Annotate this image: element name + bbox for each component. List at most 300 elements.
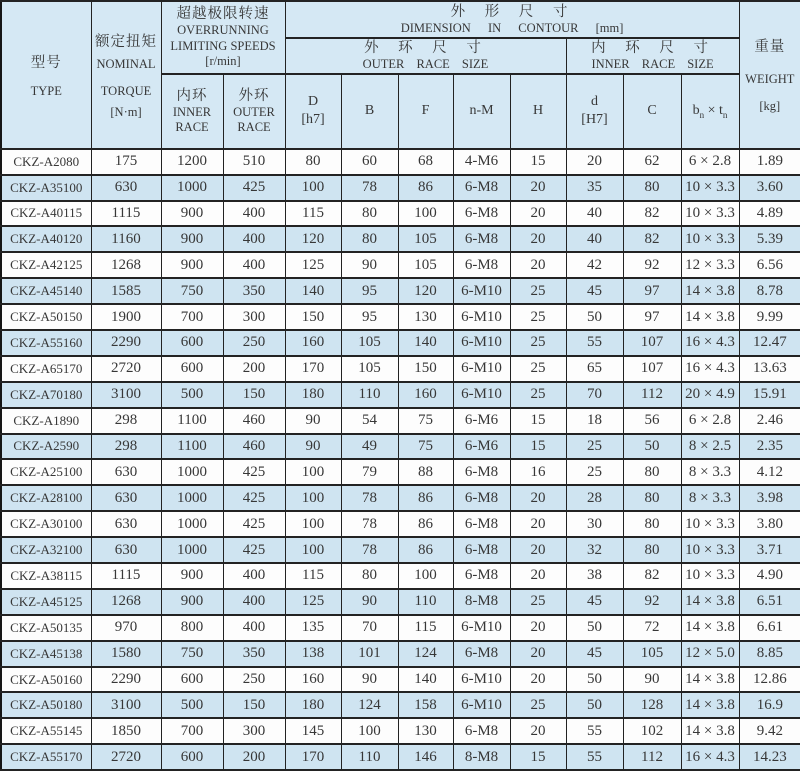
cell-outer-race-speed: 425: [223, 511, 285, 537]
cell-nM: 6-M10: [453, 382, 510, 408]
cell-F: 100: [398, 563, 453, 589]
cell-C: 80: [623, 511, 681, 537]
cell-nominal-torque: 1268: [91, 252, 161, 278]
cell-model: CKZ-A45125: [1, 589, 91, 615]
cell-C: 72: [623, 615, 681, 641]
cell-nM: 6-M6: [453, 434, 510, 460]
table-row: [1, 537, 800, 563]
cell-D: 170: [285, 744, 341, 770]
cell-weight: 4.89: [739, 201, 800, 227]
cell-outer-race-speed: 200: [223, 744, 285, 770]
cell-H: 16: [510, 459, 566, 485]
cell-weight: 6.56: [739, 252, 800, 278]
cell-weight: 15.91: [739, 382, 800, 408]
table-row: [1, 149, 800, 175]
cell-outer-race-speed: 150: [223, 382, 285, 408]
cell-inner-race-speed: 1000: [161, 485, 223, 511]
cell-B: 105: [341, 330, 398, 356]
table-row: [1, 459, 800, 485]
cell-F: 75: [398, 408, 453, 434]
cell-nM: 6-M8: [453, 175, 510, 201]
cell-model: CKZ-A28100: [1, 485, 91, 511]
cell-outer-race-speed: 425: [223, 175, 285, 201]
speeds-unit: [r/min]: [205, 54, 241, 69]
cell-outer-race-speed: 400: [223, 252, 285, 278]
cell-C: 92: [623, 589, 681, 615]
cell-D: 100: [285, 459, 341, 485]
cell-D: 100: [285, 485, 341, 511]
cell-inner-race-speed: 900: [161, 563, 223, 589]
cell-d: 28: [566, 485, 623, 511]
cell-F: 130: [398, 304, 453, 330]
cell-nM: 8-M8: [453, 589, 510, 615]
cell-inner-race-speed: 1000: [161, 459, 223, 485]
cell-B: 49: [341, 434, 398, 460]
cell-d: 45: [566, 641, 623, 667]
cell-B: 54: [341, 408, 398, 434]
cell-d: 32: [566, 537, 623, 563]
cell-nM: 6-M8: [453, 485, 510, 511]
cell-inner-race-speed: 1000: [161, 537, 223, 563]
table-row: [1, 641, 800, 667]
cell-bn-tn: 14 × 3.8: [681, 718, 739, 744]
cell-inner-race-speed: 900: [161, 226, 223, 252]
cell-F: 86: [398, 485, 453, 511]
cell-inner-race-speed: 1200: [161, 149, 223, 175]
cell-outer-race-speed: 510: [223, 149, 285, 175]
cell-D: 138: [285, 641, 341, 667]
table-row: [1, 408, 800, 434]
cell-weight: 3.98: [739, 485, 800, 511]
cell-D: 115: [285, 201, 341, 227]
cell-outer-race-speed: 350: [223, 641, 285, 667]
cell-outer-race-speed: 200: [223, 356, 285, 382]
cell-inner-race-speed: 1000: [161, 511, 223, 537]
cell-C: 112: [623, 744, 681, 770]
cell-weight: 8.78: [739, 278, 800, 304]
torque-unit: [N·m]: [110, 104, 142, 119]
cell-bn-tn: 10 × 3.3: [681, 511, 739, 537]
cell-model: CKZ-A50150: [1, 304, 91, 330]
col-header-weight: [739, 1, 800, 149]
cell-C: 80: [623, 459, 681, 485]
cell-H: 20: [510, 641, 566, 667]
cell-inner-race-speed: 700: [161, 304, 223, 330]
cell-nominal-torque: 970: [91, 615, 161, 641]
cell-weight: 2.46: [739, 408, 800, 434]
cell-F: 160: [398, 382, 453, 408]
cell-weight: 2.35: [739, 434, 800, 460]
cell-C: 97: [623, 278, 681, 304]
table-row: [1, 692, 800, 718]
cell-nM: 6-M8: [453, 537, 510, 563]
col-header-torque: [91, 1, 161, 149]
table-row: [1, 589, 800, 615]
cell-bn-tn: 14 × 3.8: [681, 692, 739, 718]
cell-F: 120: [398, 278, 453, 304]
col-header-H: H: [510, 74, 566, 149]
cell-F: 158: [398, 692, 453, 718]
cell-nM: 4-M6: [453, 149, 510, 175]
cell-D: 100: [285, 511, 341, 537]
cell-C: 62: [623, 149, 681, 175]
cell-H: 20: [510, 175, 566, 201]
cell-H: 15: [510, 434, 566, 460]
cell-d: 45: [566, 278, 623, 304]
cell-weight: 3.80: [739, 511, 800, 537]
table-row: [1, 667, 800, 693]
cell-outer-race-speed: 250: [223, 330, 285, 356]
cell-B: 110: [341, 744, 398, 770]
outer-size-label-zh: 外 环 尺 寸: [364, 40, 487, 56]
cell-C: 112: [623, 382, 681, 408]
col-header-outer-race-speed: 外环 OUTER RACE: [223, 74, 285, 149]
cell-inner-race-speed: 600: [161, 356, 223, 382]
cell-outer-race-speed: 460: [223, 408, 285, 434]
cell-outer-race-speed: 350: [223, 278, 285, 304]
cell-nominal-torque: 1580: [91, 641, 161, 667]
cell-B: 78: [341, 511, 398, 537]
cell-weight: 4.12: [739, 459, 800, 485]
table-row: [1, 330, 800, 356]
cell-F: 86: [398, 175, 453, 201]
cell-C: 92: [623, 252, 681, 278]
cell-nM: 6-M8: [453, 226, 510, 252]
cell-outer-race-speed: 150: [223, 692, 285, 718]
cell-nominal-torque: 2290: [91, 667, 161, 693]
table-row: [1, 175, 800, 201]
cell-D: 135: [285, 615, 341, 641]
cell-weight: 8.85: [739, 641, 800, 667]
col-header-outer-race-size: [285, 38, 566, 74]
cell-F: 115: [398, 615, 453, 641]
cell-F: 75: [398, 434, 453, 460]
cell-nominal-torque: 175: [91, 149, 161, 175]
cell-C: 97: [623, 304, 681, 330]
cell-nM: 6-M8: [453, 563, 510, 589]
table-row: [1, 356, 800, 382]
cell-B: 80: [341, 226, 398, 252]
cell-F: 150: [398, 356, 453, 382]
cell-d: 50: [566, 692, 623, 718]
cell-weight: 13.63: [739, 356, 800, 382]
cell-weight: 5.39: [739, 226, 800, 252]
cell-inner-race-speed: 500: [161, 382, 223, 408]
cell-bn-tn: 14 × 3.8: [681, 304, 739, 330]
cell-nM: 6-M10: [453, 692, 510, 718]
cell-B: 105: [341, 356, 398, 382]
col-header-bn-tn: $b_n \times t_n$: [681, 74, 739, 149]
cell-bn-tn: 6 × 2.8: [681, 408, 739, 434]
cell-d: 50: [566, 667, 623, 693]
cell-B: 78: [341, 485, 398, 511]
cell-d: 70: [566, 382, 623, 408]
cell-F: 105: [398, 226, 453, 252]
cell-B: 79: [341, 459, 398, 485]
cell-nM: 8-M8: [453, 744, 510, 770]
cell-F: 140: [398, 330, 453, 356]
cell-model: CKZ-A38115: [1, 563, 91, 589]
cell-d: 65: [566, 356, 623, 382]
cell-H: 25: [510, 356, 566, 382]
cell-model: CKZ-A2080: [1, 149, 91, 175]
cell-d: 40: [566, 201, 623, 227]
cell-bn-tn: 12 × 5.0: [681, 641, 739, 667]
cell-C: 107: [623, 330, 681, 356]
cell-H: 20: [510, 511, 566, 537]
cell-bn-tn: 16 × 4.3: [681, 744, 739, 770]
cell-d: 55: [566, 330, 623, 356]
cell-d: 55: [566, 718, 623, 744]
cell-nominal-torque: 630: [91, 537, 161, 563]
cell-H: 20: [510, 201, 566, 227]
cell-D: 125: [285, 252, 341, 278]
col-header-speeds: [161, 1, 285, 74]
cell-inner-race-speed: 1000: [161, 175, 223, 201]
cell-nominal-torque: 1900: [91, 304, 161, 330]
cell-d: 25: [566, 434, 623, 460]
cell-model: CKZ-A1890: [1, 408, 91, 434]
cell-D: 100: [285, 537, 341, 563]
col-header-C: C: [623, 74, 681, 149]
cell-d: 55: [566, 744, 623, 770]
cell-outer-race-speed: 250: [223, 667, 285, 693]
cell-nominal-torque: 2720: [91, 356, 161, 382]
cell-weight: 16.9: [739, 692, 800, 718]
dimension-label-zh: 外 形 尺 寸: [450, 3, 574, 20]
table-row: [1, 382, 800, 408]
table-row: [1, 201, 800, 227]
cell-nM: 6-M10: [453, 615, 510, 641]
cell-B: 110: [341, 382, 398, 408]
cell-d: 50: [566, 304, 623, 330]
cell-weight: 3.71: [739, 537, 800, 563]
table-row: [1, 718, 800, 744]
cell-C: 82: [623, 563, 681, 589]
cell-C: 128: [623, 692, 681, 718]
cell-inner-race-speed: 750: [161, 278, 223, 304]
cell-H: 25: [510, 330, 566, 356]
cell-inner-race-speed: 900: [161, 201, 223, 227]
cell-outer-race-speed: 425: [223, 485, 285, 511]
cell-H: 15: [510, 149, 566, 175]
cell-nominal-torque: 1850: [91, 718, 161, 744]
cell-model: CKZ-A55145: [1, 718, 91, 744]
cell-nominal-torque: 2290: [91, 330, 161, 356]
cell-bn-tn: 20 × 4.9: [681, 382, 739, 408]
col-header-dimension: [285, 1, 739, 38]
col-header-type: [1, 1, 91, 149]
cell-D: 170: [285, 356, 341, 382]
torque-label-en2: TORQUE: [100, 83, 152, 98]
cell-D: 80: [285, 149, 341, 175]
cell-B: 101: [341, 641, 398, 667]
cell-H: 25: [510, 589, 566, 615]
cell-nominal-torque: 3100: [91, 382, 161, 408]
cell-D: 90: [285, 408, 341, 434]
cell-F: 86: [398, 537, 453, 563]
cell-outer-race-speed: 300: [223, 304, 285, 330]
cell-F: 86: [398, 511, 453, 537]
cell-nominal-torque: 1268: [91, 589, 161, 615]
cell-model: CKZ-A65170: [1, 356, 91, 382]
table-row: [1, 278, 800, 304]
cell-bn-tn: 16 × 4.3: [681, 330, 739, 356]
cell-H: 20: [510, 252, 566, 278]
cell-weight: 4.90: [739, 563, 800, 589]
cell-weight: 9.42: [739, 718, 800, 744]
cell-F: 124: [398, 641, 453, 667]
cell-model: CKZ-A40115: [1, 201, 91, 227]
cell-F: 100: [398, 201, 453, 227]
cell-F: 146: [398, 744, 453, 770]
cell-nominal-torque: 1585: [91, 278, 161, 304]
cell-B: 124: [341, 692, 398, 718]
cell-weight: 6.51: [739, 589, 800, 615]
cell-nM: 6-M10: [453, 667, 510, 693]
cell-model: CKZ-A35100: [1, 175, 91, 201]
cell-bn-tn: 8 × 2.5: [681, 434, 739, 460]
cell-outer-race-speed: 400: [223, 226, 285, 252]
cell-bn-tn: 14 × 3.8: [681, 589, 739, 615]
cell-D: 145: [285, 718, 341, 744]
cell-d: 50: [566, 615, 623, 641]
cell-B: 80: [341, 563, 398, 589]
cell-nM: 6-M6: [453, 408, 510, 434]
cell-bn-tn: 14 × 3.8: [681, 278, 739, 304]
cell-H: 20: [510, 615, 566, 641]
cell-outer-race-speed: 425: [223, 459, 285, 485]
cell-inner-race-speed: 700: [161, 718, 223, 744]
cell-B: 60: [341, 149, 398, 175]
cell-B: 90: [341, 589, 398, 615]
cell-d: 35: [566, 175, 623, 201]
cell-nM: 6-M8: [453, 252, 510, 278]
cell-D: 160: [285, 330, 341, 356]
cell-nominal-torque: 1115: [91, 201, 161, 227]
cell-bn-tn: 8 × 3.3: [681, 459, 739, 485]
cell-C: 82: [623, 201, 681, 227]
cell-C: 50: [623, 434, 681, 460]
speeds-label-en2: LIMITING SPEEDS: [170, 38, 276, 53]
cell-D: 125: [285, 589, 341, 615]
cell-bn-tn: 16 × 4.3: [681, 356, 739, 382]
cell-d: 25: [566, 459, 623, 485]
cell-bn-tn: 14 × 3.8: [681, 667, 739, 693]
cell-B: 78: [341, 537, 398, 563]
cell-H: 15: [510, 408, 566, 434]
cell-C: 107: [623, 356, 681, 382]
cell-C: 80: [623, 175, 681, 201]
cell-C: 90: [623, 667, 681, 693]
cell-d: 42: [566, 252, 623, 278]
table-row: [1, 563, 800, 589]
cell-H: 15: [510, 744, 566, 770]
inner-size-label-zh: 内 环 尺 寸: [591, 40, 714, 56]
cell-B: 100: [341, 718, 398, 744]
speeds-label-zh: 超越极限转速: [176, 5, 270, 22]
cell-F: 105: [398, 252, 453, 278]
cell-nominal-torque: 630: [91, 511, 161, 537]
cell-model: CKZ-A2590: [1, 434, 91, 460]
cell-inner-race-speed: 1100: [161, 434, 223, 460]
cell-model: CKZ-A40120: [1, 226, 91, 252]
cell-nM: 6-M10: [453, 278, 510, 304]
cell-weight: 3.60: [739, 175, 800, 201]
cell-d: 18: [566, 408, 623, 434]
cell-nominal-torque: 3100: [91, 692, 161, 718]
cell-nominal-torque: 2720: [91, 744, 161, 770]
cell-B: 78: [341, 175, 398, 201]
cell-C: 80: [623, 485, 681, 511]
cell-weight: 12.47: [739, 330, 800, 356]
table-row: [1, 615, 800, 641]
cell-bn-tn: 10 × 3.3: [681, 563, 739, 589]
cell-H: 25: [510, 304, 566, 330]
cell-nM: 6-M8: [453, 641, 510, 667]
cell-d: 30: [566, 511, 623, 537]
cell-F: 88: [398, 459, 453, 485]
cell-model: CKZ-A45138: [1, 641, 91, 667]
cell-C: 105: [623, 641, 681, 667]
cell-nominal-torque: 630: [91, 175, 161, 201]
cell-bn-tn: 6 × 2.8: [681, 149, 739, 175]
cell-outer-race-speed: 300: [223, 718, 285, 744]
cell-H: 20: [510, 485, 566, 511]
cell-model: CKZ-A45140: [1, 278, 91, 304]
type-label-zh: 型号: [30, 54, 62, 71]
cell-inner-race-speed: 500: [161, 692, 223, 718]
dimension-label-en: DIMENSION IN CONTOUR [mm]: [400, 20, 624, 35]
cell-nominal-torque: 630: [91, 459, 161, 485]
cell-model: CKZ-A50135: [1, 615, 91, 641]
cell-inner-race-speed: 600: [161, 667, 223, 693]
cell-B: 70: [341, 615, 398, 641]
col-header-D: D [h7]: [285, 74, 341, 149]
cell-D: 140: [285, 278, 341, 304]
cell-model: CKZ-A42125: [1, 252, 91, 278]
cell-inner-race-speed: 800: [161, 615, 223, 641]
table-row: [1, 744, 800, 770]
cell-nM: 6-M10: [453, 356, 510, 382]
cell-model: CKZ-A25100: [1, 459, 91, 485]
cell-d: 38: [566, 563, 623, 589]
cell-C: 80: [623, 537, 681, 563]
cell-outer-race-speed: 400: [223, 589, 285, 615]
table-row: [1, 511, 800, 537]
cell-bn-tn: 14 × 3.8: [681, 615, 739, 641]
cell-outer-race-speed: 460: [223, 434, 285, 460]
cell-B: 90: [341, 667, 398, 693]
cell-F: 130: [398, 718, 453, 744]
cell-outer-race-speed: 400: [223, 201, 285, 227]
col-header-d: d [H7]: [566, 74, 623, 149]
col-header-nM: n-M: [453, 74, 510, 149]
cell-bn-tn: 10 × 3.3: [681, 201, 739, 227]
cell-D: 160: [285, 667, 341, 693]
cell-D: 120: [285, 226, 341, 252]
cell-inner-race-speed: 900: [161, 589, 223, 615]
cell-bn-tn: 10 × 3.3: [681, 226, 739, 252]
cell-B: 95: [341, 304, 398, 330]
cell-model: CKZ-A50160: [1, 667, 91, 693]
cell-C: 56: [623, 408, 681, 434]
cell-nM: 6-M8: [453, 511, 510, 537]
cell-H: 25: [510, 278, 566, 304]
cell-D: 115: [285, 563, 341, 589]
cell-model: CKZ-A50180: [1, 692, 91, 718]
cell-D: 150: [285, 304, 341, 330]
